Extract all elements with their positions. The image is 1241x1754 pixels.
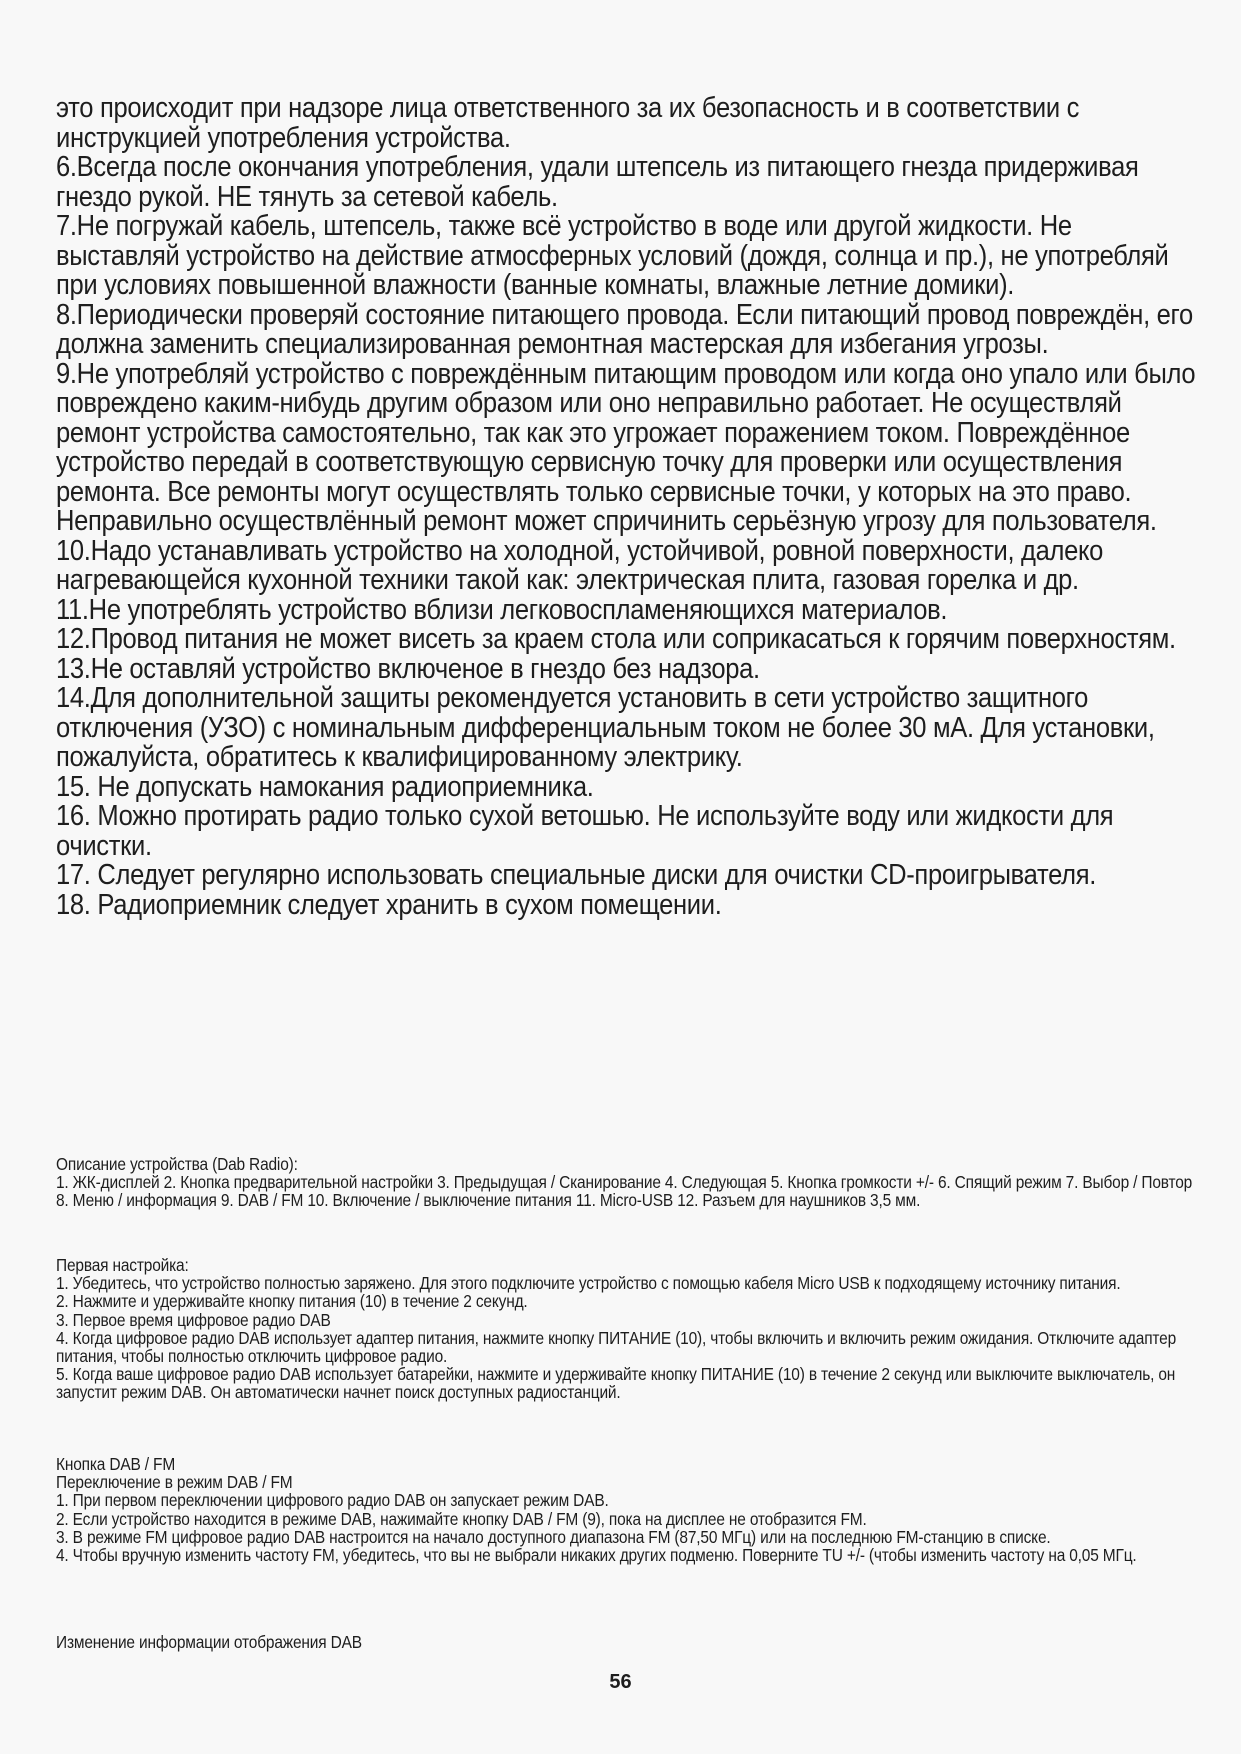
first-setup-section [56, 1256, 1200, 1402]
paragraph: 11.Не употреблять устройство вблизи легковоспламеняющихся материалов. [56, 593, 948, 626]
section-title: Кнопка DAB / FM [56, 1454, 176, 1474]
paragraph: это происходит при надзоре лица ответственного за их безопасность и в соответствии с инструкцией употребления устройства. [56, 92, 1080, 154]
setup-step: 1. Убедитесь, что устройство полностью заряжено. Для этого подключите устройство с помощью кабеля Micro USB к подходящему источнику питания. [56, 1273, 1121, 1294]
dabfm-step: 2. Если устройство находится в режиме DAB, нажимайте кнопку DAB / FM (9), пока на дисплее не отобразится FM. [56, 1508, 867, 1529]
paragraph: 15. Не допускать намокания радиоприемника. [56, 770, 594, 803]
setup-step: 2. Нажмите и удерживайте кнопку питания (10) в течение 2 секунд. [56, 1291, 528, 1312]
dabfm-step: 4. Чтобы вручную изменить частоту FM, убедитесь, что вы не выбрали никаких других подменю. Поверните TU +/- (чтобы изменить частоту на 0,05 МГц. [56, 1545, 1137, 1566]
section-title: Первая настройка: [56, 1255, 189, 1275]
section-title: Изменение информации отображения DAB [56, 1632, 362, 1652]
paragraph: 7.Не погружай кабель, штепсель, также всё устройство в воде или другой жидкости. Не выставляй устройство на действие атмосферных условий (дождя, солнца и пр.), не употребляй при условиях повышенной влажности (ванные комнаты, влажные летние домики). [56, 210, 1169, 301]
safety-instructions [56, 94, 1195, 920]
paragraph: 13.Не оставляй устройство включеное в гнездо без надзора. [56, 652, 760, 685]
paragraph: 16. Можно протирать радио только сухой ветошью. Не используйте воду или жидкости для очистки. [56, 800, 1114, 862]
dab-fm-section [56, 1455, 1200, 1564]
paragraph: 10.Надо устанавливать устройство на холодной, устойчивой, ровной поверхности, далеко нагревающейся кухонной техники такой как: электрическая плита, газовая горелка и др. [56, 534, 1104, 596]
description-line: 1. ЖК-дисплей 2. Кнопка предварительной настройки 3. Предыдущая / Сканирование 4. Следующая 5. Кнопка громкости +/- 6. Спящий режим 7. Выбор / Повтор [56, 1172, 1193, 1193]
paragraph: 14.Для дополнительной защиты рекомендуется установить в сети устройство защитного отключения (УЗО) с номинальным дифференциальным током не более 30 мА. Для установки, пожалуйста, обратитесь к квалифицированному электрику. [56, 682, 1155, 773]
device-description-section [56, 1155, 1200, 1210]
dabfm-step: 1. При первом переключении цифрового радио DAB он запускает режим DAB. [56, 1490, 609, 1511]
description-line: 8. Меню / информация 9. DAB / FM 10. Включение / выключение питания 11. Micro-USB 12. Разъем для наушников 3,5 мм. [56, 1190, 921, 1211]
section-subtitle: Переключение в режим DAB / FM [56, 1472, 293, 1493]
dab-info-section [56, 1633, 1200, 1651]
setup-step: 5. Когда ваше цифровое радио DAB использует батарейки, нажмите и удерживайте кнопку ПИТАНИЕ (10) в течение 2 секунд или выключите выключатель, он запустит режим DAB. Он автоматически начнет поиск доступных радиостанций. [56, 1364, 1176, 1403]
section-title: Описание устройства (Dab Radio): [56, 1154, 298, 1174]
paragraph: 8.Периодически проверяй состояние питающего провода. Если питающий провод повреждён, его должна заменить специализированная ремонтная мастерская для избегания угрозы. [56, 298, 1193, 360]
setup-step: 3. Первое время цифровое радио DAB [56, 1309, 331, 1330]
paragraph: 9.Не употребляй устройство с повреждённым питающим проводом или когда оно упало или было повреждено каким-нибудь другим образом или оно неправильно работает. Не осуществляй ремонт устройства самостоятельно, так как это угрожает поражением током. Повреждённое устройство передай в соответствующую сервисную точку для проверки или осуществления ремонта. Все ремонты могут осуществлять только сервисные точки, у которых на это право. Неправильно осуществлённый ремонт может спричинить серьёзную угрозу для пользователя. [56, 357, 1196, 537]
setup-step: 4. Когда цифровое радио DAB использует адаптер питания, нажмите кнопку ПИТАНИЕ (10), чтобы включить и включить режим ожидания. Отключите адаптер питания, чтобы полностью отключить цифровое радио. [56, 1327, 1177, 1367]
paragraph: 6.Всегда после окончания употребления, удали штепсель из питающего гнезда придерживая гнездо рукой. НЕ тянуть за сетевой кабель. [56, 151, 1139, 213]
paragraph: 18. Радиоприемник следует хранить в сухом помещении. [56, 888, 722, 921]
paragraph: 12.Провод питания не может висеть за краем стола или соприкасаться к горячим поверхностям. [56, 623, 1176, 655]
page-number: 56 [609, 1671, 632, 1693]
paragraph: 17. Следует регулярно использовать специальные диски для очистки CD-проигрывателя. [56, 859, 1097, 891]
dabfm-step: 3. В режиме FM цифровое радио DAB настроится на начало доступного диапазона FM (87,50 МГц) или на последнюю FM-станцию в списке. [56, 1526, 1051, 1547]
